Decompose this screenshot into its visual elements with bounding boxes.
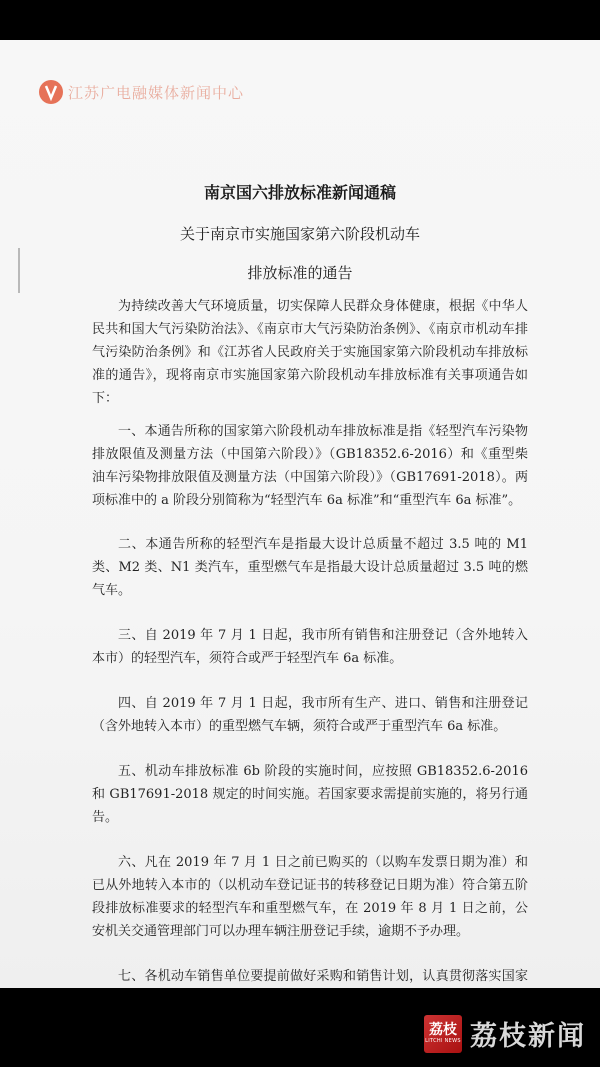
document-subtitle-line-1: 关于南京市实施国家第六阶段机动车 xyxy=(179,225,420,243)
source-watermark xyxy=(38,78,268,106)
paragraph-intro: 为持续改善大气环境质量，切实保障人民群众身体健康，根据《中华人民共和国大气污染防治法》、《南京市大气污染防治条例》、《南京市机动车排气污染防治条例》和《江苏省人民政府关于实施国家第六阶段机动车排放标准的通告》，现将南京市实施国家第六阶段机动车排放标准有关事项通告如下： xyxy=(92,299,528,406)
watermark-text: 江苏广电融媒体新闻中心 xyxy=(68,83,245,102)
paragraph-6: 六、凡在 2019 年 7 月 1 日之前已购买的（以购车发票日期为准）和已从外地转入本市的（以机动车登记证书的转移登记日期为准）符合第五阶段排放标准要求的轻型汽车和重型燃气车，在 2019 年 8 月 1 日之前，公安机关交通管理部门可以办理车辆注册登记手续，逾期不予办理。 xyxy=(92,855,528,939)
jiangsu-broadcast-logo-icon xyxy=(38,79,64,105)
paragraph-7: 七、各机动车销售单位要提前做好采购和销售计划，认真贯彻落实国家 xyxy=(118,969,528,984)
badge-cn-text: 荔枝 xyxy=(429,1022,457,1038)
document-page xyxy=(0,40,600,988)
paragraph-3: 三、自 2019 年 7 月 1 日起，我市所有销售和注册登记（含外地转入本市）的轻型汽车，须符合或严于轻型汽车 6a 标准。 xyxy=(92,628,528,666)
document-body xyxy=(92,295,528,1033)
paragraph-5: 五、机动车排放标准 6b 阶段的实施时间，应按照 GB18352.6-2016 和 GB17691-2018 规定的时间实施。若国家要求需提前实施的，将另行通告。 xyxy=(92,764,528,825)
paragraph-2: 二、本通告所称的轻型汽车是指最大设计总质量不超过 3.5 吨的 M1 类、M2 类、N1 类汽车，重型燃气车是指最大设计总质量超过 3.5 吨的燃气车。 xyxy=(92,537,528,598)
litchi-logo-icon xyxy=(424,1015,462,1053)
paragraph-1: 一、本通告所称的国家第六阶段机动车排放标准是指《轻型汽车污染物排放限值及测量方法（中国第六阶段）》（GB18352.6-2016）和《重型柴油车污染物排放限值及测量方法（中国第六阶段）》（GB17691-2018）。两项标准中的 a 阶段分别简称为“轻型汽车 6a 标准”和“重型汽车 6a 标准”。 xyxy=(92,424,528,508)
badge-en-text: LITCHI NEWS xyxy=(425,1038,461,1044)
document-title: 南京国六排放标准新闻通稿 xyxy=(203,183,396,202)
litchi-news-brand xyxy=(424,1014,586,1053)
brand-name: 荔枝新闻 xyxy=(470,1021,586,1052)
document-subtitle-line-2: 排放标准的通告 xyxy=(247,264,353,282)
paragraph-4: 四、自 2019 年 7 月 1 日起，我市所有生产、进口、销售和注册登记（含外地转入本市）的重型燃气车辆，须符合或严于重型汽车 6a 标准。 xyxy=(92,696,528,734)
